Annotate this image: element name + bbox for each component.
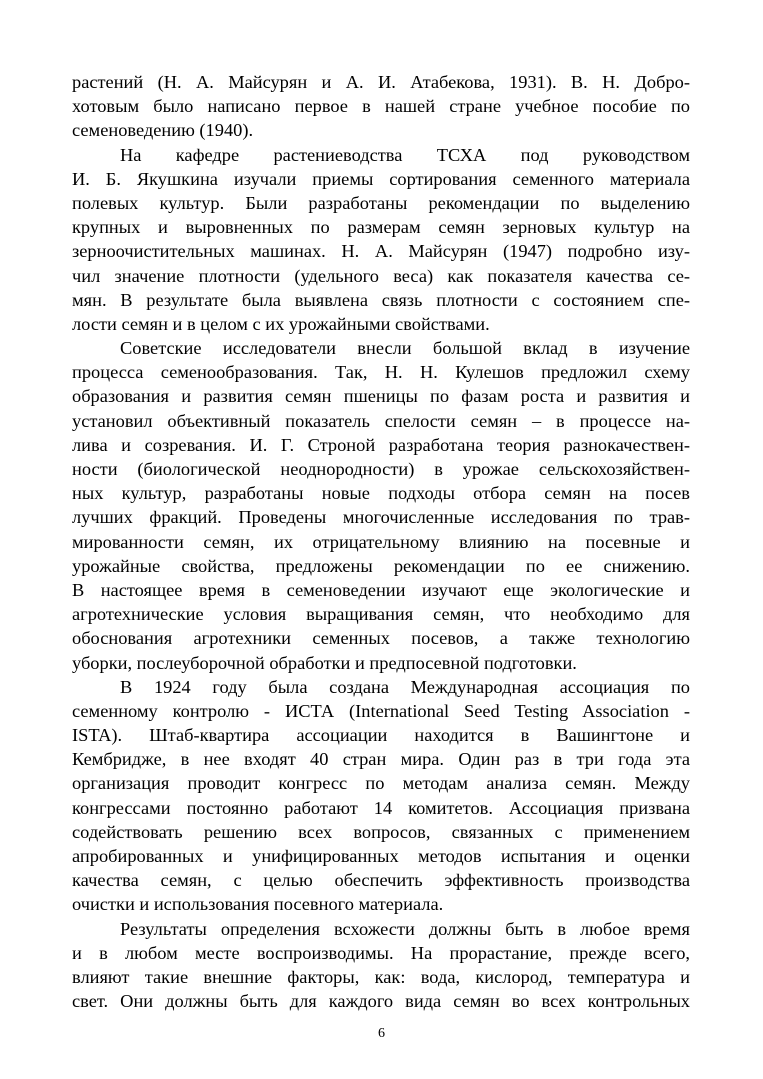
text-line: агротехнические условия выращивания семян, что необходимо для: [72, 604, 690, 625]
paragraph-1: [72, 70, 690, 143]
text-line: чил значение плотности (удельного веса) как показателя качества се-: [72, 265, 690, 286]
text-line: мированности семян, их отрицательному влиянию на посевные и: [72, 531, 690, 552]
text-line: полевых культур. Были разработаны рекомендации по выделению: [72, 192, 690, 213]
paragraph-3: [72, 336, 690, 675]
text-line: крупных и выровненных по размерам семян зерновых культур на: [72, 217, 690, 238]
text-line: лучших фракций. Проведены многочисленные исследования по трав-: [72, 507, 690, 528]
text-line: ISTA). Штаб-квартира ассоциации находится в Вашингтоне и: [72, 725, 690, 746]
text-line: процесса семенообразования. Так, Н. Н. Кулешов предложил схему: [72, 362, 690, 383]
text-line: свет. Они должны быть для каждого вида семян во всех контрольных: [72, 991, 690, 1012]
text-line: хотовым было написано первое в нашей стране учебное пособие по: [72, 96, 690, 117]
text-line: конгрессами постоянно работают 14 комитетов. Ассоциация призвана: [72, 797, 690, 818]
document-page: [72, 70, 690, 1013]
text-line: лости семян и в целом с их урожайными свойствами.: [72, 313, 490, 334]
text-line: ных культур, разработаны новые подходы отбора семян на посев: [72, 483, 690, 504]
text-line: лива и созревания. И. Г. Строной разработана теория разнокачествен-: [72, 434, 690, 455]
text-line: уборки, послеуборочной обработки и предпосевной подготовки.: [72, 652, 577, 673]
text-line: качества семян, с целью обеспечить эффективность производства: [72, 870, 690, 891]
text-line: установил объективный показатель спелости семян – в процессе на-: [72, 410, 690, 431]
text-line: урожайные свойства, предложены рекомендации по ее снижению.: [72, 555, 690, 576]
text-line: организация проводит конгресс по методам анализа семян. Между: [72, 773, 690, 794]
text-line: семенному контролю - ИСТА (International Seed Testing Association -: [72, 700, 690, 721]
text-line: апробированных и унифицированных методов испытания и оценки: [72, 846, 690, 866]
text-line: содействовать решению всех вопросов, связанных с применением: [72, 821, 690, 842]
text-line: образования и развития семян пшеницы по фазам роста и развития и: [72, 386, 690, 407]
paragraph-4: [72, 675, 690, 917]
text-line: Кембридже, в нее входят 40 стран мира. Один раз в три года эта: [72, 749, 690, 770]
text-line: Советские исследователи внесли большой вклад в изучение: [120, 338, 690, 359]
page-number: 6: [378, 1026, 385, 1041]
text-line: влияют такие внешние факторы, как: вода, кислород, температура и: [72, 966, 690, 987]
text-line: и в любом месте воспроизводимы. На прорастание, прежде всего,: [72, 942, 690, 963]
text-line: Результаты определения всхожести должны быть в любое время: [120, 918, 690, 939]
text-line: семеноведению (1940).: [72, 120, 254, 141]
text-line: ности (биологической неоднородности) в урожае сельскохозяйствен-: [72, 459, 690, 479]
text-line: мян. В результате была выявлена связь плотности с состоянием спе-: [72, 289, 690, 310]
paragraph-2: [72, 143, 690, 337]
text-line: В настоящее время в семеноведении изучают еще экологические и: [72, 579, 690, 600]
text-line: растений (Н. А. Майсурян и А. И. Атабекова, 1931). В. Н. Добро-: [72, 72, 690, 92]
paragraph-5: [72, 917, 690, 1014]
text-line: В 1924 году была создана Международная ассоциация по: [120, 676, 690, 697]
text-line: На кафедре растениеводства ТСХА под руководством: [120, 144, 690, 165]
text-line: зерноочистительных машинах. Н. А. Майсурян (1947) подробно изу-: [72, 241, 690, 262]
text-line: очистки и использования посевного материала.: [72, 894, 444, 915]
text-line: И. Б. Якушкина изучали приемы сортирования семенного материала: [72, 168, 690, 189]
text-line: обоснования агротехники семенных посевов, а также технологию: [72, 628, 690, 649]
